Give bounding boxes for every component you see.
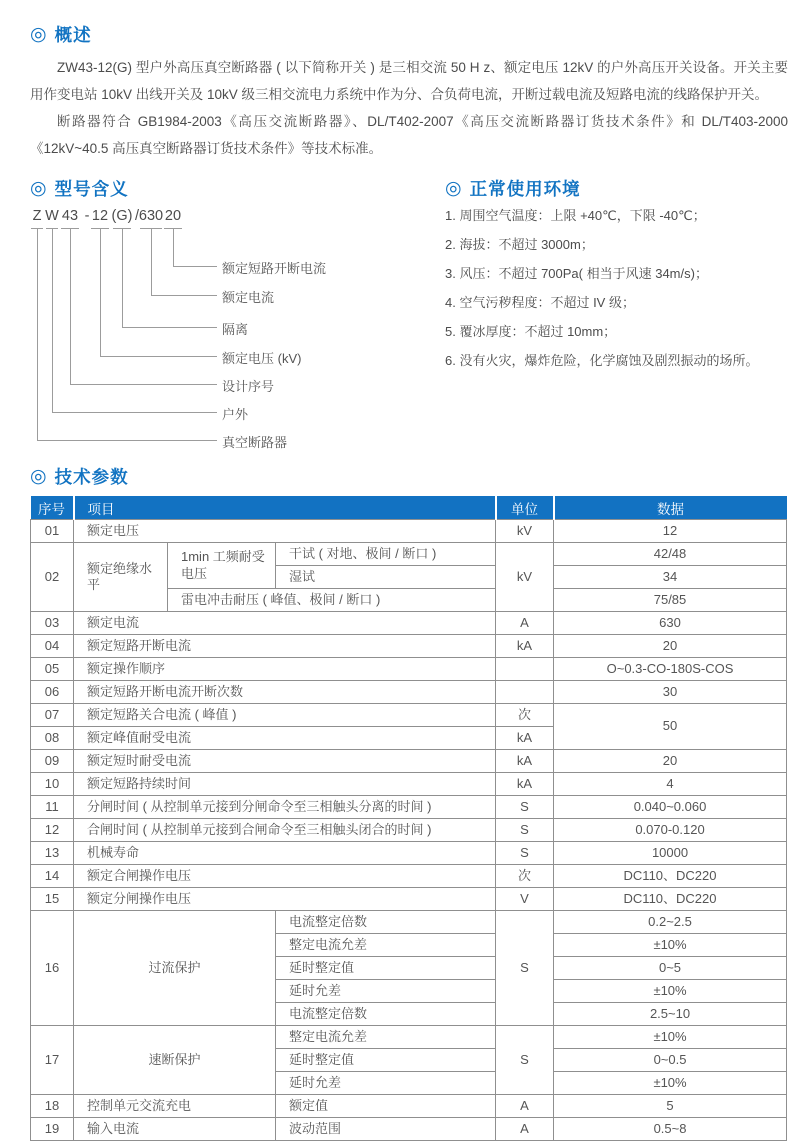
table-cell: 延时允差 bbox=[276, 980, 496, 1003]
overview-paragraph-1: ZW43-12(G) 型户外高压真空断路器 ( 以下简称开关 ) 是三相交流 50 H z、额定电压 12kV 的户外高压开关设备。开关主要用作变电站 10kV 出线开关及 10kV 级三相交流电力系统中作为分、合负荷电流，开断过载电流及短路电流的线路保护开关。 bbox=[30, 60, 788, 102]
table-cell: 09 bbox=[31, 750, 74, 773]
table-cell: 12 bbox=[31, 819, 74, 842]
table-row bbox=[31, 520, 787, 543]
table-cell: 额定短路关合电流 ( 峰值 ) bbox=[74, 704, 496, 727]
table-row bbox=[31, 635, 787, 658]
table-cell: 过流保护 bbox=[74, 911, 276, 1026]
environment-item: 4. 空气污秽程度：不超过 IV 级； bbox=[445, 295, 635, 310]
table-cell: 额定峰值耐受电流 bbox=[74, 727, 496, 750]
table-cell: S bbox=[496, 796, 554, 819]
model-code-token: (G) bbox=[111, 208, 133, 224]
table-cell: 01 bbox=[31, 520, 74, 543]
column-header: 序号 bbox=[31, 496, 74, 520]
table-cell: A bbox=[496, 1095, 554, 1118]
table-cell: 电流整定倍数 bbox=[276, 911, 496, 934]
table-cell: 34 bbox=[554, 566, 787, 589]
table-cell: 0.5~8 bbox=[554, 1118, 787, 1141]
table-cell: DC110、DC220 bbox=[554, 865, 787, 888]
table-cell: 额定电流 bbox=[74, 612, 496, 635]
table-row bbox=[31, 681, 787, 704]
table-cell: 额定电压 bbox=[74, 520, 496, 543]
table-row bbox=[31, 543, 787, 566]
table-cell: A bbox=[496, 1118, 554, 1141]
section-model-meaning bbox=[30, 178, 445, 456]
environment-item: 6. 没有火灾，爆炸危险，化学腐蚀及剧烈振动的场所。 bbox=[445, 353, 759, 368]
table-cell: S bbox=[496, 819, 554, 842]
table-cell: 合闸时间 ( 从控制单元接到合闸命令至三相触头闭合的时间 ) bbox=[74, 819, 496, 842]
table-row bbox=[31, 612, 787, 635]
tech-params-table bbox=[30, 496, 787, 1141]
table-row bbox=[31, 704, 787, 727]
model-code-label: 额定电流 bbox=[222, 290, 275, 305]
table-row bbox=[31, 865, 787, 888]
environment-list bbox=[445, 208, 788, 369]
table-cell: 02 bbox=[31, 543, 74, 612]
table-cell: 速断保护 bbox=[74, 1026, 276, 1095]
table-cell: 整定电流允差 bbox=[276, 934, 496, 957]
table-cell: kV bbox=[496, 520, 554, 543]
table-cell: 额定短时耐受电流 bbox=[74, 750, 496, 773]
section-bullet-icon: ◎ bbox=[30, 466, 47, 487]
table-cell: 30 bbox=[554, 681, 787, 704]
table-row bbox=[31, 750, 787, 773]
section-title-overview: 概述 bbox=[54, 25, 92, 45]
table-cell: 42/48 bbox=[554, 543, 787, 566]
table-cell: kV bbox=[496, 543, 554, 612]
model-code-label: 设计序号 bbox=[222, 379, 275, 394]
table-cell: 04 bbox=[31, 635, 74, 658]
column-header: 数据 bbox=[554, 496, 787, 520]
table-cell: 额定绝缘水平 bbox=[74, 543, 168, 612]
table-cell: 10 bbox=[31, 773, 74, 796]
table-cell: 0.2~2.5 bbox=[554, 911, 787, 934]
model-code-diagram bbox=[30, 208, 445, 456]
table-cell: 18 bbox=[31, 1095, 74, 1118]
table-cell: 波动范围 bbox=[276, 1118, 496, 1141]
table-cell: 机械寿命 bbox=[74, 842, 496, 865]
table-row bbox=[31, 1026, 787, 1049]
model-code-label: 真空断路器 bbox=[222, 435, 288, 450]
table-cell: 75/85 bbox=[554, 589, 787, 612]
table-cell: 07 bbox=[31, 704, 74, 727]
table-cell: 0.040~0.060 bbox=[554, 796, 787, 819]
section-title-tech-params: 技术参数 bbox=[54, 467, 129, 487]
middle-columns bbox=[30, 178, 788, 456]
table-row bbox=[31, 888, 787, 911]
table-header-row bbox=[31, 496, 787, 520]
model-code-token: 630 bbox=[138, 208, 164, 224]
table-cell: O~0.3-CO-180S-COS bbox=[554, 658, 787, 681]
environment-item: 1. 周围空气温度：上限 +40℃，下限 -40℃； bbox=[445, 208, 706, 223]
model-code-label: 额定短路开断电流 bbox=[222, 261, 327, 276]
table-cell: 分闸时间 ( 从控制单元接到分闸命令至三相触头分离的时间 ) bbox=[74, 796, 496, 819]
table-cell: 12 bbox=[554, 520, 787, 543]
table-cell: V bbox=[496, 888, 554, 911]
table-cell: 17 bbox=[31, 1026, 74, 1095]
model-code-token: Z bbox=[32, 208, 42, 224]
column-header: 项目 bbox=[74, 496, 496, 520]
table-row bbox=[31, 819, 787, 842]
table-row bbox=[31, 1118, 787, 1141]
table-cell: 50 bbox=[554, 704, 787, 750]
model-code-token: 43 bbox=[61, 208, 79, 224]
environment-heading bbox=[445, 178, 788, 200]
environment-item: 5. 覆冰厚度：不超过 10mm； bbox=[445, 324, 617, 339]
section-bullet-icon: ◎ bbox=[30, 24, 47, 45]
table-cell: S bbox=[496, 911, 554, 1026]
table-cell: 08 bbox=[31, 727, 74, 750]
table-row bbox=[31, 658, 787, 681]
model-code-connector-line bbox=[37, 228, 217, 441]
table-cell: ±10% bbox=[554, 1026, 787, 1049]
model-meaning-heading bbox=[30, 178, 445, 200]
table-cell: 额定操作顺序 bbox=[74, 658, 496, 681]
section-title-environment: 正常使用环境 bbox=[469, 179, 581, 199]
table-row bbox=[31, 1095, 787, 1118]
table-cell: 0~5 bbox=[554, 957, 787, 980]
section-overview bbox=[30, 24, 788, 162]
column-header: 单位 bbox=[496, 496, 554, 520]
table-row bbox=[31, 911, 787, 934]
table-cell: 次 bbox=[496, 865, 554, 888]
section-title-model-meaning: 型号含义 bbox=[54, 179, 129, 199]
table-cell bbox=[496, 681, 554, 704]
table-cell: 13 bbox=[31, 842, 74, 865]
table-cell: 额定短路开断电流 bbox=[74, 635, 496, 658]
table-row bbox=[31, 773, 787, 796]
tech-params-heading bbox=[30, 466, 788, 488]
model-code-token: 12 bbox=[91, 208, 109, 224]
section-tech-params bbox=[30, 466, 788, 1141]
table-cell: 11 bbox=[31, 796, 74, 819]
table-cell: 20 bbox=[554, 750, 787, 773]
table-cell: 16 bbox=[31, 911, 74, 1026]
table-cell: 延时整定值 bbox=[276, 1049, 496, 1072]
model-code-token: 20 bbox=[164, 208, 182, 224]
table-cell: 0~0.5 bbox=[554, 1049, 787, 1072]
table-cell: 03 bbox=[31, 612, 74, 635]
table-cell: 控制单元交流充电 bbox=[74, 1095, 276, 1118]
table-cell: 延时允差 bbox=[276, 1072, 496, 1095]
table-cell: ±10% bbox=[554, 980, 787, 1003]
model-code-token: W bbox=[45, 208, 59, 224]
table-cell: S bbox=[496, 842, 554, 865]
table-cell: 额定短路持续时间 bbox=[74, 773, 496, 796]
table-cell: 电流整定倍数 bbox=[276, 1003, 496, 1026]
section-bullet-icon: ◎ bbox=[445, 178, 462, 199]
section-bullet-icon: ◎ bbox=[30, 178, 47, 199]
model-code-label: 户外 bbox=[222, 407, 249, 422]
table-cell: 额定合闸操作电压 bbox=[74, 865, 496, 888]
section-environment bbox=[445, 178, 788, 456]
table-cell: 630 bbox=[554, 612, 787, 635]
table-cell: 15 bbox=[31, 888, 74, 911]
model-code-token: / bbox=[134, 208, 140, 224]
table-cell: 雷电冲击耐压 ( 峰值、极间 / 断口 ) bbox=[168, 589, 496, 612]
table-cell: 05 bbox=[31, 658, 74, 681]
overview-heading bbox=[30, 24, 788, 46]
table-cell: A bbox=[496, 612, 554, 635]
model-code-token: - bbox=[84, 208, 90, 224]
table-cell: DC110、DC220 bbox=[554, 888, 787, 911]
table-cell: 06 bbox=[31, 681, 74, 704]
table-cell bbox=[496, 658, 554, 681]
model-code-label: 隔离 bbox=[222, 322, 249, 337]
table-cell: 0.070-0.120 bbox=[554, 819, 787, 842]
table-cell: 19 bbox=[31, 1118, 74, 1141]
table-cell: 14 bbox=[31, 865, 74, 888]
table-cell: 整定电流允差 bbox=[276, 1026, 496, 1049]
table-cell: 5 bbox=[554, 1095, 787, 1118]
table-cell: 湿试 bbox=[276, 566, 496, 589]
overview-paragraph-2: 断路器符合 GB1984-2003《高压交流断路器》、DL/T402-2007《高压交流断路器订货技术条件》和 DL/T403-2000《12kV~40.5 高压真空断路器订货技术条件》等技术标准。 bbox=[30, 114, 788, 156]
table-cell: 次 bbox=[496, 704, 554, 727]
table-cell: 额定分闸操作电压 bbox=[74, 888, 496, 911]
environment-item: 3. 风压：不超过 700Pa( 相当于风速 34m/s)； bbox=[445, 266, 708, 281]
table-cell: 20 bbox=[554, 635, 787, 658]
table-cell: ±10% bbox=[554, 1072, 787, 1095]
table-cell: kA bbox=[496, 750, 554, 773]
table-cell: 2.5~10 bbox=[554, 1003, 787, 1026]
table-cell: 额定值 bbox=[276, 1095, 496, 1118]
table-cell: 4 bbox=[554, 773, 787, 796]
table-cell: 输入电流 bbox=[74, 1118, 276, 1141]
table-row bbox=[31, 842, 787, 865]
table-cell: kA bbox=[496, 635, 554, 658]
table-row bbox=[31, 796, 787, 819]
model-code-label: 额定电压 (kV) bbox=[222, 351, 302, 366]
table-cell: 延时整定值 bbox=[276, 957, 496, 980]
table-cell: 干试 ( 对地、极间 / 断口 ) bbox=[276, 543, 496, 566]
table-cell: kA bbox=[496, 773, 554, 796]
environment-item: 2. 海拔：不超过 3000m； bbox=[445, 237, 594, 252]
table-cell: kA bbox=[496, 727, 554, 750]
table-cell: 额定短路开断电流开断次数 bbox=[74, 681, 496, 704]
table-cell: 10000 bbox=[554, 842, 787, 865]
table-cell: 1min 工频耐受电压 bbox=[168, 543, 276, 589]
table-cell: ±10% bbox=[554, 934, 787, 957]
table-cell: S bbox=[496, 1026, 554, 1095]
